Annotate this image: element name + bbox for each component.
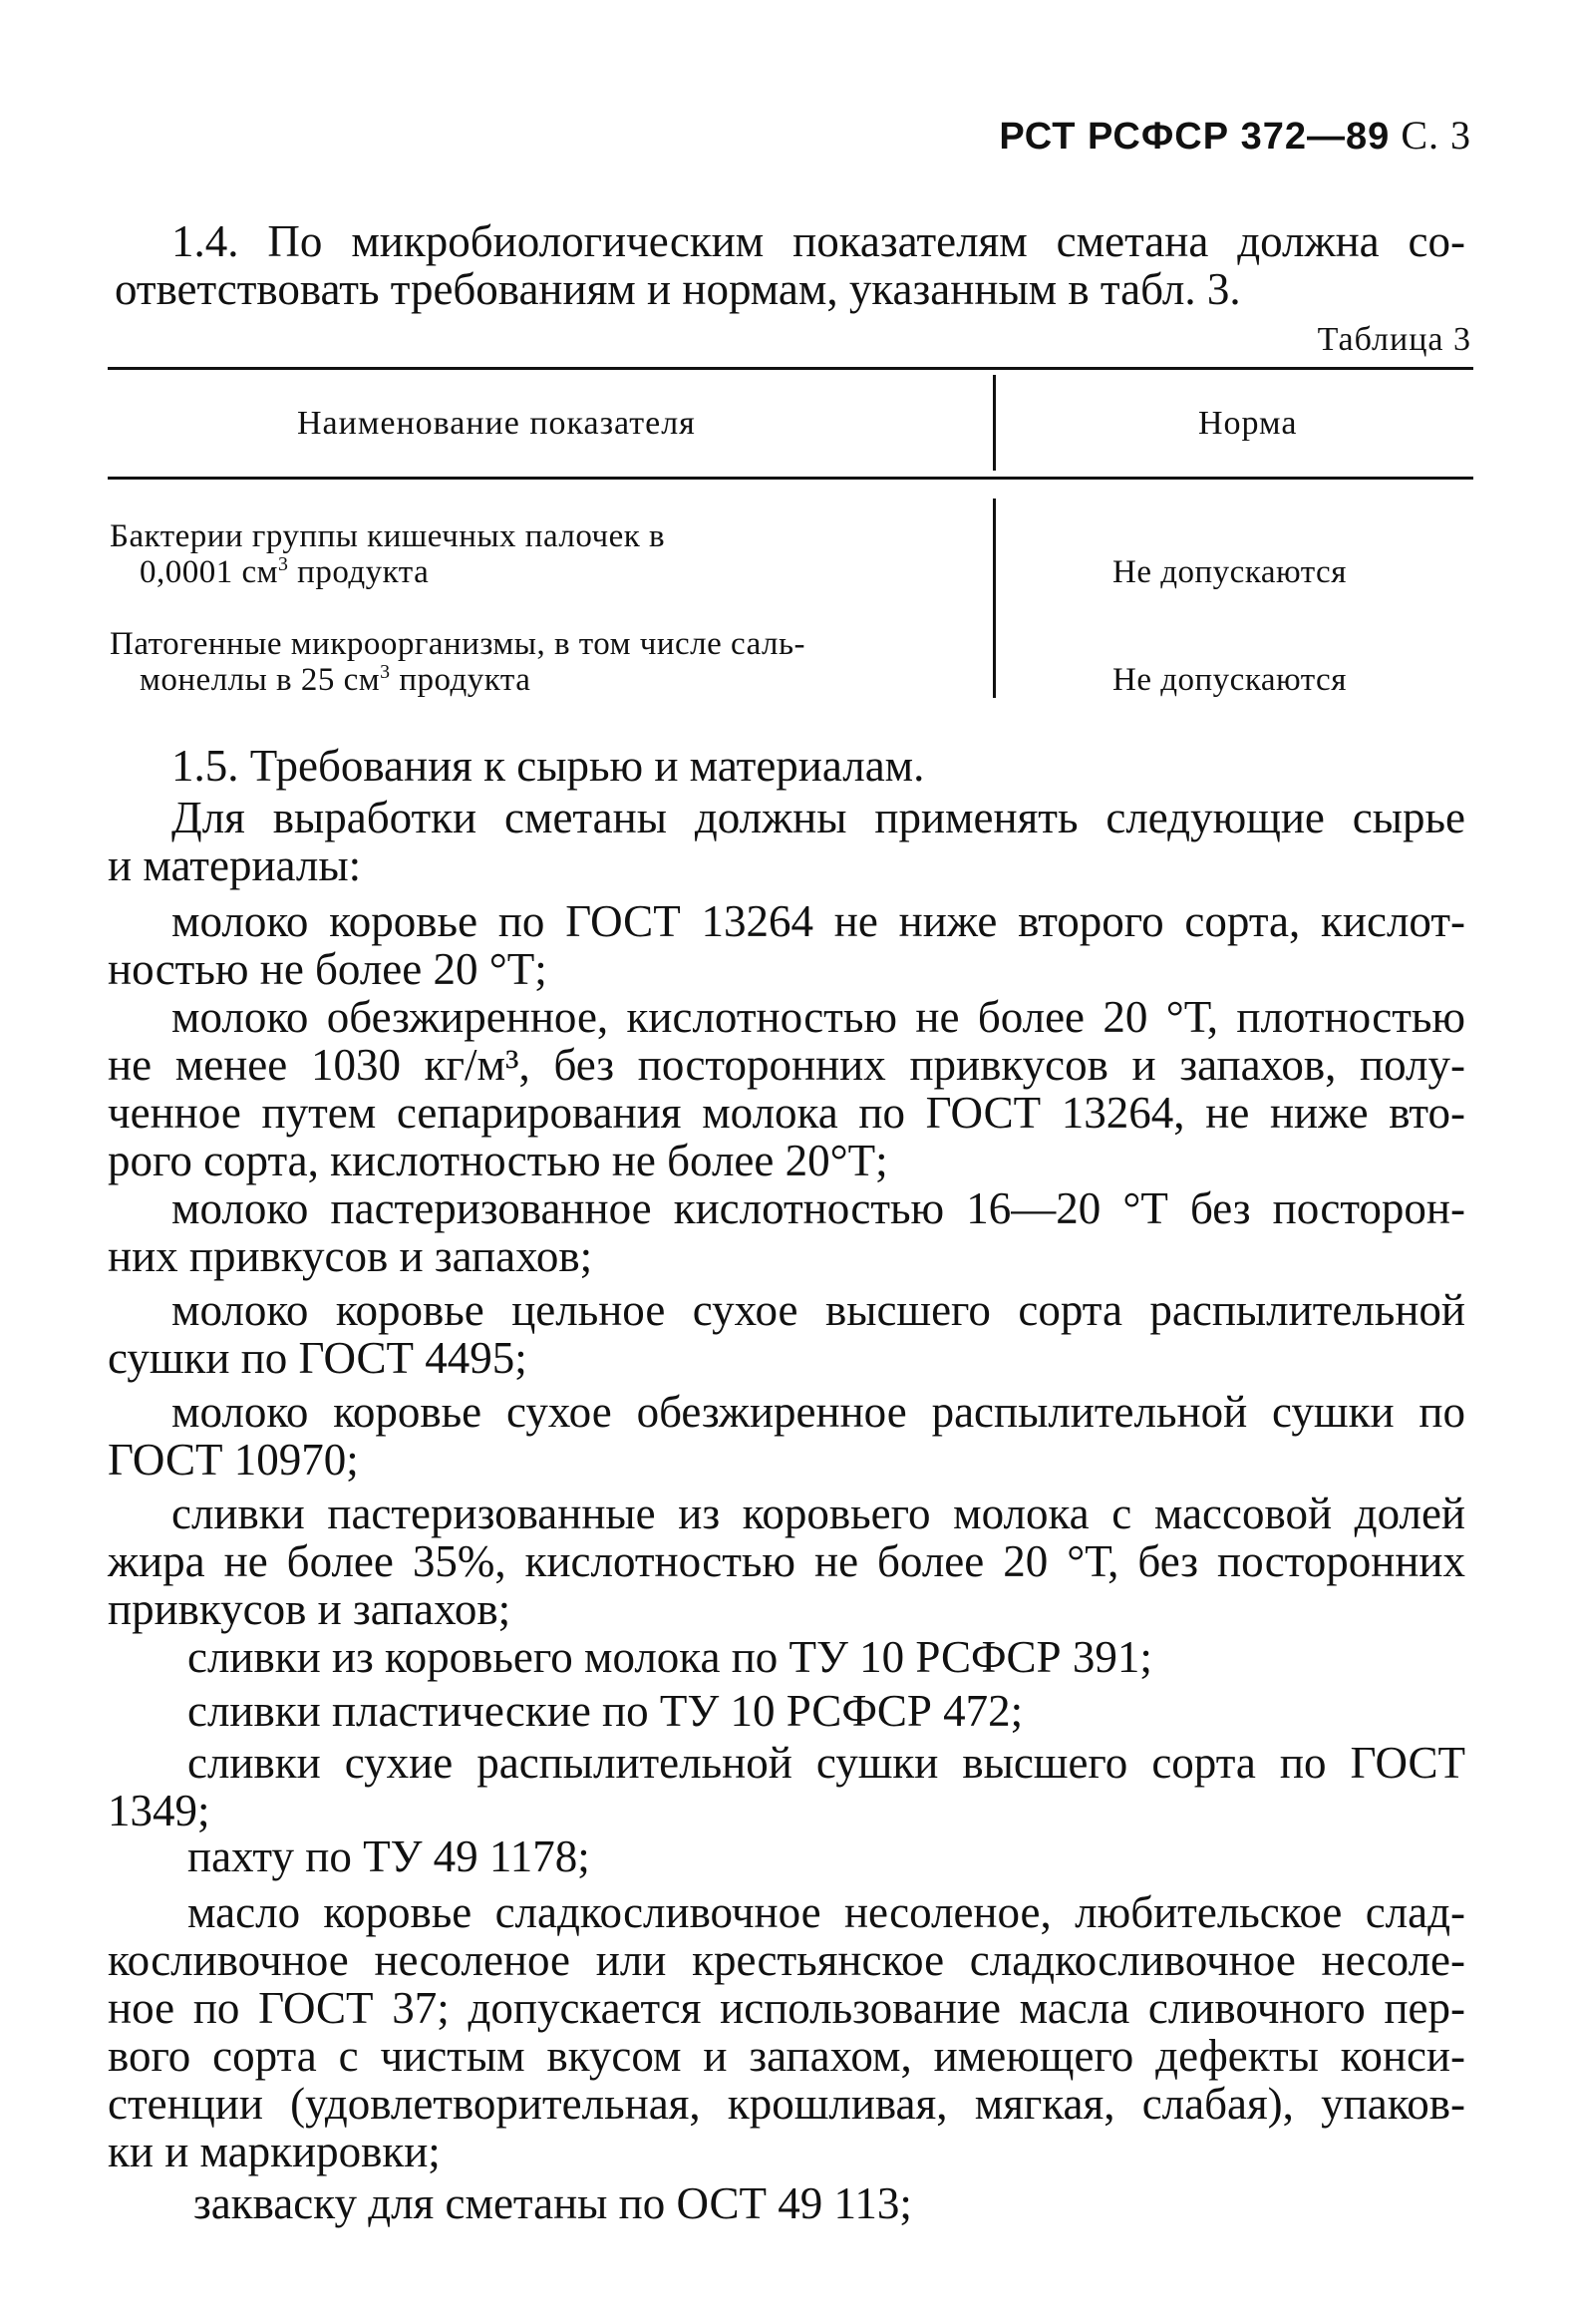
material-item-7-line-1: сливки из коровьего молока по ТУ 10 РСФСР 391;	[187, 1632, 1152, 1682]
table-caption: Таблица 3	[1317, 321, 1471, 358]
page-number: С. 3	[1401, 113, 1471, 158]
column-header-norm: Норма	[1198, 405, 1298, 442]
section-1-5-title: 1.5. Требования к сырью и материалам.	[171, 741, 925, 791]
table-body-divider	[993, 498, 996, 698]
section-1-4-line1: 1.4. По микробиологическим показателям сметана должна со-	[171, 216, 1465, 266]
material-item-11-line-5: стенции (удовлетворительная, крошливая, мягкая, слабая), упаков-	[108, 2079, 1465, 2129]
material-item-12-line-1: закваску для сметаны по ОСТ 49 113;	[193, 2178, 912, 2228]
material-item-10-line-1: пахту по ТУ 49 1178;	[187, 1831, 590, 1881]
material-item-5-line-1: молоко коровье сухое обезжиренное распылительной сушки по	[171, 1387, 1465, 1437]
material-item-6-line-1: сливки пастеризованные из коровьего молока с массовой долей	[171, 1489, 1465, 1538]
material-item-9-line-2: 1349;	[108, 1786, 210, 1835]
material-item-11-line-4: вого сорта с чистым вкусом и запахом, имеющего дефекты конси-	[108, 2031, 1465, 2081]
material-item-11-line-1: масло коровье сладкосливочное несоленое, любительское слад-	[187, 1887, 1465, 1937]
table-row-1-name-line2: 0,0001 $см^3$ продукта	[140, 553, 430, 590]
material-item-3-line-1: молоко пастеризованное кислотностью 16—20 °Т без посторон-	[171, 1183, 1465, 1233]
material-item-9-line-1: сливки сухие распылительной сушки высшего сорта по ГОСТ	[187, 1738, 1465, 1788]
table-row-2-name-line2: монеллы в 25 $см^3$ продукта	[140, 661, 531, 698]
page-header	[999, 112, 1471, 159]
material-item-6-line-2: жира не более 35%, кислотностью не более 20 °Т, без посторонних	[108, 1536, 1465, 1586]
material-item-2-line-2: не менее 1030 кг/м³, без посторонних привкусов и запахов, полу-	[108, 1040, 1465, 1090]
material-item-2-line-4: рого сорта, кислотностью не более 20°Т;	[108, 1136, 888, 1185]
section-1-4-line2: ответствовать требованиям и нормам, указанным в табл. 3.	[115, 264, 1241, 314]
material-item-5-line-2: ГОСТ 10970;	[108, 1435, 359, 1485]
table-row-1-norm: Не допускаются	[1112, 554, 1347, 590]
column-header-name: Наименование показателя	[297, 405, 696, 442]
standard-code: РСТ РСФСР 372—89	[999, 116, 1391, 158]
material-item-2-line-3: ченное путем сепарирования молока по ГОСТ 13264, не ниже вто-	[108, 1088, 1465, 1138]
material-item-11-line-2: косливочное несоленое или крестьянское сладкосливочное несоле-	[108, 1935, 1465, 1985]
table-row-1-name-line1: Бактерии группы кишечных палочек в	[110, 518, 666, 554]
material-item-4-line-1: молоко коровье цельное сухое высшего сорта распылительной	[171, 1285, 1465, 1335]
material-item-8-line-1: сливки пластические по ТУ 10 РСФСР 472;	[187, 1686, 1024, 1736]
table-header-divider	[993, 375, 996, 471]
material-item-3-line-2: них привкусов и запахов;	[108, 1231, 593, 1281]
material-item-1-line-1: молоко коровье по ГОСТ 13264 не ниже второго сорта, кислот-	[171, 896, 1465, 946]
material-item-1-line-2: ностью не более 20 °Т;	[108, 944, 547, 994]
table-row-2-name-line1: Патогенные микроорганизмы, в том числе саль-	[110, 626, 806, 662]
material-item-4-line-2: сушки по ГОСТ 4495;	[108, 1333, 527, 1383]
material-item-6-line-3: привкусов и запахов;	[108, 1584, 511, 1634]
section-1-5-intro-line1: Для выработки сметаны должны применять следующие сырье	[171, 793, 1465, 842]
table-top-rule	[108, 367, 1473, 370]
material-item-2-line-1: молоко обезжиренное, кислотностью не более 20 °Т, плотностью	[171, 992, 1465, 1042]
table-row-2-norm: Не допускаются	[1112, 662, 1347, 698]
section-1-5-intro-line2: и материалы:	[108, 840, 362, 890]
table-header-rule	[108, 477, 1473, 480]
material-item-11-line-3: ное по ГОСТ 37; допускается использование масла сливочного пер-	[108, 1983, 1465, 2033]
material-item-11-line-6: ки и маркировки;	[108, 2127, 441, 2176]
